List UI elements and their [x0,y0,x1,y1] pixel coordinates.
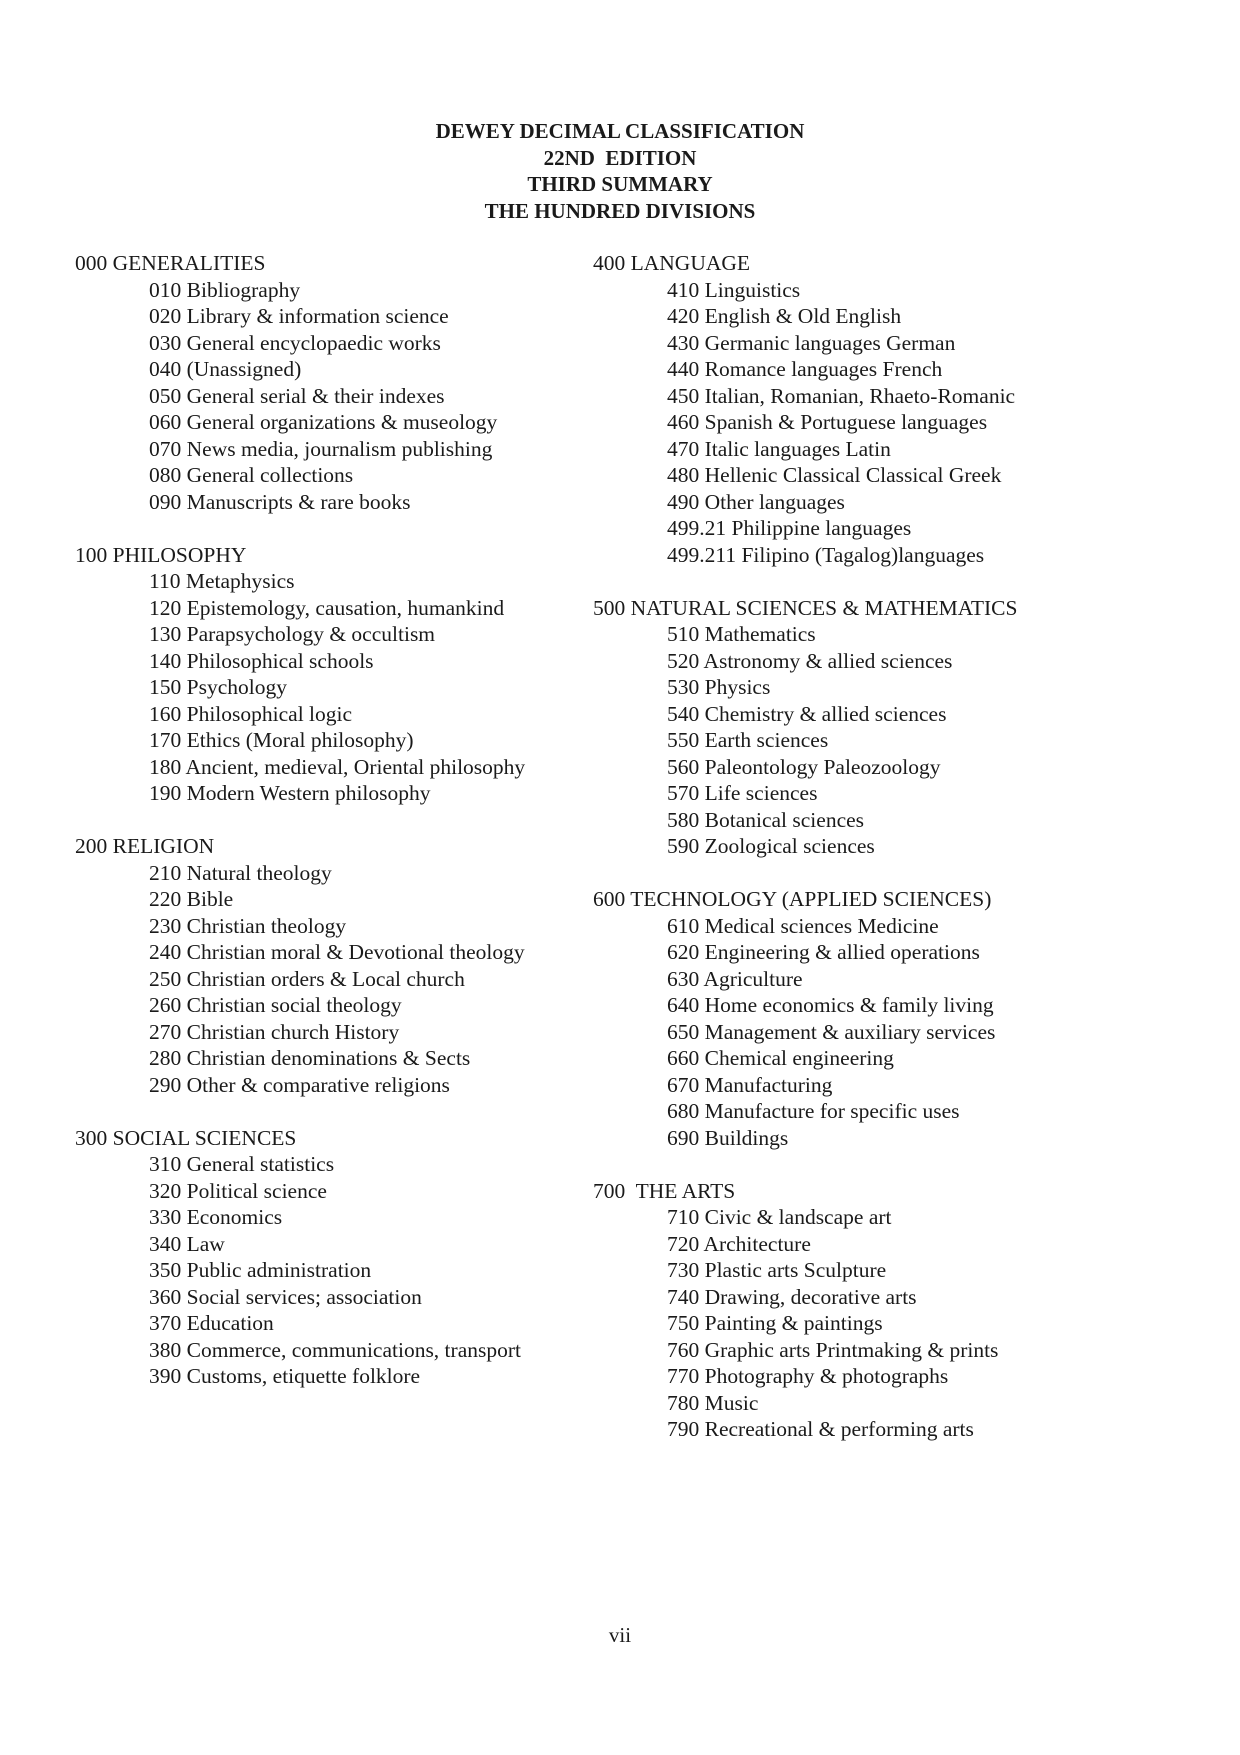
division-item: 530 Physics [667,675,771,699]
section-heading: 100 PHILOSOPHY [75,542,247,567]
division-item: 030 General encyclopaedic works [149,330,441,355]
division-item: 020 Library & information science [149,304,449,328]
document-title: DEWEY DECIMAL CLASSIFICATION [435,119,805,143]
division-item: 460 Spanish & Portuguese languages [667,410,988,434]
division-item: 680 Manufacture for specific uses [667,1099,960,1123]
division-item: 390 Customs, etiquette folklore [149,1364,421,1388]
division-item: 120 Epistemology, causation, humankind [149,595,505,620]
division-item: 720 Architecture [667,1231,811,1256]
division-item: 320 Political science [149,1178,327,1203]
division-item: 280 Christian denominations & Sects [149,1046,471,1070]
section-heading: 400 LANGUAGE [593,251,751,275]
division-item: 670 Manufacturing [667,1072,833,1097]
division-item: 480 Hellenic Classical Classical Greek [667,463,1002,487]
division-item: 380 Commerce, communications, transport [149,1337,521,1362]
class-section [75,250,655,515]
division-item: 050 General serial & their indexes [149,383,445,408]
divisions-label: THE HUNDRED DIVISIONS [484,198,756,223]
class-section [593,886,1173,1151]
division-item: 150 Psychology [149,675,287,699]
class-section [75,833,655,1098]
division-item: 620 Engineering & allied operations [667,940,980,964]
division-item: 220 Bible [149,887,234,911]
division-item: 410 Linguistics [667,277,801,302]
section-heading: 700 THE ARTS [593,1178,736,1203]
division-item: 190 Modern Western philosophy [149,781,431,805]
division-item: 780 Music [667,1390,759,1415]
division-item: 510 Mathematics [667,622,816,646]
section-heading: 600 TECHNOLOGY (APPLIED SCIENCES) [593,887,992,911]
division-item: 499.211 Filipino (Tagalog)languages [667,542,985,567]
division-item: 760 Graphic arts Printmaking & prints [667,1337,999,1362]
class-section [593,595,1173,860]
section-heading: 500 NATURAL SCIENCES & MATHEMATICS [593,595,1018,620]
division-item: 490 Other languages [667,489,845,514]
division-item: 260 Christian social theology [149,993,402,1017]
division-item: 130 Parapsychology & occultism [149,622,436,646]
division-item: 140 Philosophical schools [149,648,374,673]
section-heading: 300 SOCIAL SCIENCES [75,1125,297,1150]
division-item: 160 Philosophical logic [149,701,353,726]
left-column [75,250,655,1416]
division-item: 070 News media, journalism publishing [149,436,493,461]
division-item: 360 Social services; association [149,1284,422,1309]
division-item: 350 Public administration [149,1258,372,1282]
division-item: 230 Christian theology [149,913,347,938]
division-item: 090 Manuscripts & rare books [149,489,411,514]
page-number: vii [608,1623,632,1647]
division-item: 370 Education [149,1311,274,1335]
division-item: 540 Chemistry & allied sciences [667,701,947,726]
division-item: 550 Earth sciences [667,728,829,752]
division-item: 170 Ethics (Moral philosophy) [149,728,414,752]
division-item: 790 Recreational & performing arts [667,1417,974,1441]
division-item: 470 Italic languages Latin [667,436,891,461]
division-item: 310 General statistics [149,1152,335,1176]
division-item: 710 Civic & landscape art [667,1205,892,1229]
division-item: 430 Germanic languages German [667,330,956,355]
division-item: 690 Buildings [667,1125,789,1150]
class-section [593,1178,1173,1443]
division-item: 440 Romance languages French [667,357,943,381]
page-header [0,118,1240,224]
class-section [593,250,1173,568]
division-item: 570 Life sciences [667,781,818,805]
division-item: 330 Economics [149,1205,283,1229]
division-item: 210 Natural theology [149,860,332,885]
class-section [75,1125,655,1390]
division-item: 420 English & Old English [667,304,902,328]
division-item: 750 Painting & paintings [667,1311,883,1335]
summary-label: THIRD SUMMARY [527,172,713,196]
division-item: 290 Other & comparative religions [149,1072,450,1097]
section-heading: 200 RELIGION [75,834,215,858]
division-item: 340 Law [149,1231,225,1256]
edition-label: 22ND EDITION [543,145,697,170]
division-item: 499.21 Philippine languages [667,516,912,540]
division-item: 650 Management & auxiliary services [667,1019,996,1044]
division-item: 630 Agriculture [667,966,803,991]
section-heading: 000 GENERALITIES [75,251,266,275]
division-item: 520 Astronomy & allied sciences [667,648,953,673]
division-item: 590 Zoological sciences [667,834,875,858]
right-column [593,250,1173,1469]
division-item: 080 General collections [149,463,354,487]
division-item: 040 (Unassigned) [149,357,302,381]
division-item: 110 Metaphysics [149,569,295,593]
division-item: 010 Bibliography [149,277,301,302]
division-item: 640 Home economics & family living [667,993,994,1017]
division-item: 580 Botanical sciences [667,807,865,832]
division-item: 730 Plastic arts Sculpture [667,1258,887,1282]
division-item: 740 Drawing, decorative arts [667,1284,917,1309]
division-item: 180 Ancient, medieval, Oriental philosophy [149,754,526,779]
division-item: 770 Photography & photographs [667,1364,949,1388]
division-item: 270 Christian church History [149,1019,400,1044]
division-item: 560 Paleontology Paleozoology [667,754,941,779]
division-item: 060 General organizations & museology [149,410,498,434]
class-section [75,542,655,807]
division-item: 250 Christian orders & Local church [149,966,465,991]
division-item: 240 Christian moral & Devotional theology [149,940,525,964]
division-item: 450 Italian, Romanian, Rhaeto-Romanic [667,383,1016,408]
division-item: 610 Medical sciences Medicine [667,913,939,938]
division-item: 660 Chemical engineering [667,1046,894,1070]
